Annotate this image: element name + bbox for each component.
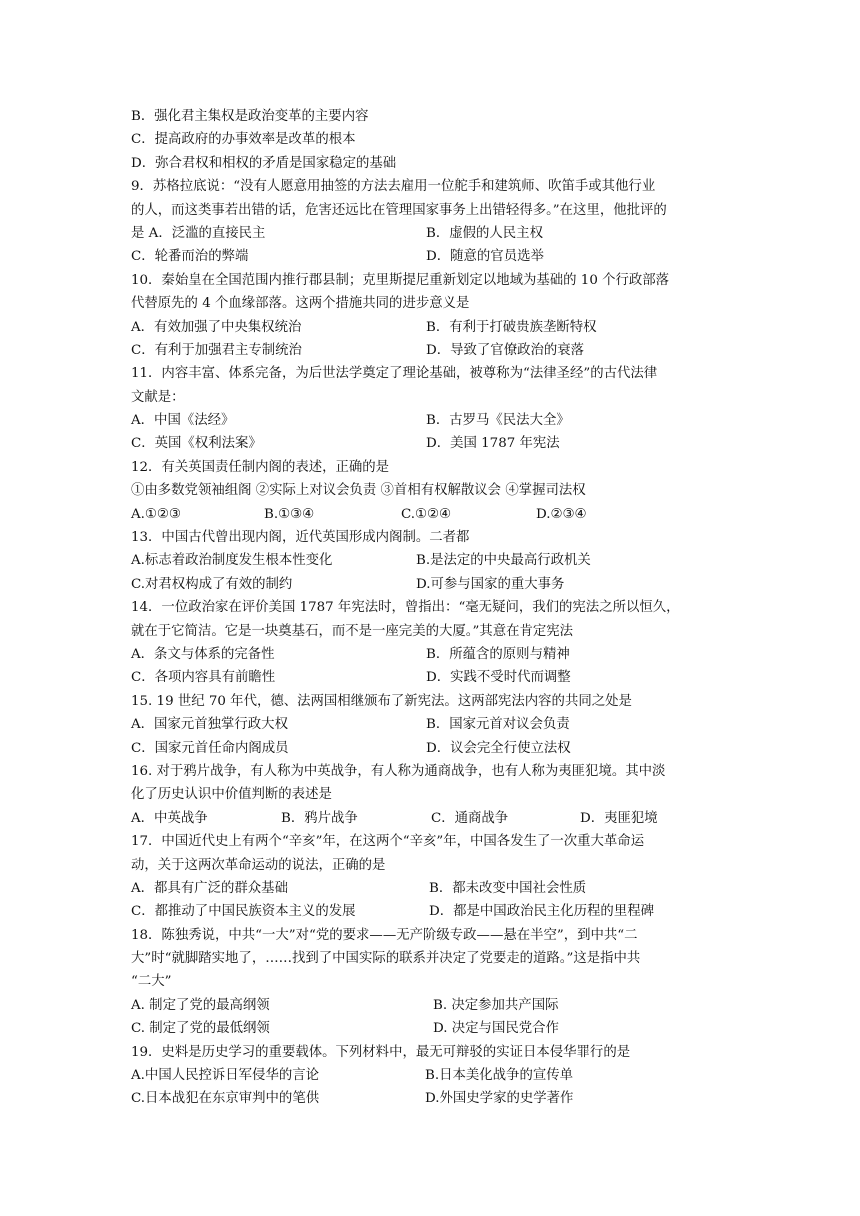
q14-option-row-1 [131, 643, 731, 666]
q9-stem-line-2: 的人，而这类事若出错的话，危害还远比在管理国家事务上出错轻得多。”在这里，他批评的 [131, 202, 667, 218]
q14-option-a: A．条文与体系的完备性 [131, 646, 275, 662]
q18-option-a: A. 制定了党的最高纲领 [131, 997, 270, 1013]
q9-option-row-1 [131, 222, 731, 245]
q18-option-row-2 [131, 1017, 731, 1040]
q17-stem-line-1: 17．中国近代史上有两个“辛亥”年，在这两个“辛亥”年，中国各发生了一次重大革命运 [131, 834, 645, 850]
q16-option-b: B．鸦片战争 [281, 810, 358, 826]
q13-option-row-1 [131, 549, 731, 572]
q15-stem-line-1: 15. 19 世纪 70 年代，德、法两国相继颁布了新宪法。这两部宪法内容的共同之处是 [131, 693, 632, 709]
q8-option-d: D．弥合君权和相权的矛盾是国家稳定的基础 [131, 155, 397, 171]
q16-stem-line-1: 16. 对于鸦片战争，有人称为中英战争，有人称为通商战争，也有人称为夷匪犯境。其中淡 [131, 763, 666, 779]
q13-option-a: A.标志着政治制度发生根本性变化 [131, 553, 333, 569]
q10-option-c: C．有利于加强君主专制统治 [131, 342, 302, 358]
q10-stem-line-2: 代替原先的 4 个血缘部落。这两个措施共同的进步意义是 [131, 296, 470, 312]
q15-option-b: B．国家元首对议会负责 [426, 717, 570, 733]
q10-stem-line-1: 10．秦始皇在全国范围内推行郡县制；克里斯提尼重新划定以地域为基础的 10 个行政部落 [131, 272, 670, 288]
q18-option-c: C. 制定了党的最低纲领 [131, 1021, 270, 1037]
q11-option-row-2 [131, 432, 731, 455]
q10-option-row-1 [131, 316, 731, 339]
q14-option-row-2 [131, 666, 731, 689]
q15-option-row-2 [131, 737, 731, 760]
q13-option-row-2 [131, 573, 731, 596]
q14-stem-line-2: 就在于它简洁。它是一块奠基石，而不是一座完美的大厦。”其意在肯定宪法 [131, 623, 574, 639]
q19-option-b: B.日本美化战争的宣传单 [425, 1068, 574, 1084]
q9-stem-line-1: 9．苏格拉底说：“没有人愿意用抽签的方法去雇用一位舵手和建筑师、吹笛手或其他行业 [131, 179, 656, 195]
q15-option-d: D．议会完全行使立法权 [426, 740, 571, 756]
q15-option-a: A．国家元首独掌行政大权 [131, 717, 288, 733]
q11-option-a: A．中国《法经》 [131, 413, 235, 429]
q11-option-c: C．英国《权利法案》 [131, 436, 262, 452]
q19-option-d: D.外国史学家的史学著作 [425, 1091, 574, 1107]
q13-option-b: B.是法定的中央最高行政机关 [416, 553, 591, 569]
q17-stem-line-2: 动，关于这两次革命运动的说法，正确的是 [131, 857, 386, 873]
q12-option-row [131, 503, 731, 526]
q10-option-row-2 [131, 339, 731, 362]
q8-option-c: C．提高政府的办事效率是改革的根本 [131, 132, 356, 148]
q19-stem-line-1: 19．史料是历史学习的重要载体。下列材料中，最无可辩驳的实证日本侵华罪行的是 [131, 1044, 631, 1060]
q9-option-c: C．轮番而治的弊端 [131, 249, 249, 265]
q16-option-d: D．夷匪犯境 [580, 810, 658, 826]
q11-option-d: D．美国 1787 年宪法 [426, 436, 560, 452]
q11-option-row-1 [131, 409, 731, 432]
q9-stem-line-3: 是 A．泛滥的直接民主 [131, 225, 266, 241]
q14-option-d: D．实践不受时代而调整 [426, 670, 571, 686]
q16-option-c: C．通商战争 [431, 810, 509, 826]
q16-option-row [131, 807, 731, 830]
q14-stem-line-1: 14．一位政治家在评价美国 1787 年宪法时，曾指出：“毫无疑问，我们的宪法之所以恒久， [131, 600, 680, 616]
q12-items: ①由多数党领袖组阁 ②实际上对议会负责 ③首相有权解散议会 ④掌握司法权 [131, 483, 586, 499]
exam-content [131, 105, 731, 1111]
q10-option-d: D．导致了官僚政治的衰落 [426, 342, 585, 358]
q18-option-d: D. 决定与国民党合作 [433, 1021, 559, 1037]
q16-stem-line-2: 化了历史认识中价值判断的表述是 [131, 787, 332, 803]
q9-option-d: D．随意的官员选举 [426, 249, 544, 265]
q12-option-d: D.②③④ [536, 506, 587, 522]
q13-option-c: C.对君权构成了有效的制约 [131, 576, 293, 592]
q12-option-c: C.①②④ [401, 506, 452, 522]
q14-option-c: C．各项内容具有前瞻性 [131, 670, 276, 686]
q14-option-b: B．所蕴含的原则与精神 [426, 646, 570, 662]
q18-option-row-1 [131, 994, 731, 1017]
q15-option-row-1 [131, 713, 731, 736]
q18-stem-line-1: 18．陈独秀说，中共“一大”对“党的要求——无产阶级专政——悬在半空”，到中共“二 [131, 927, 638, 943]
q13-option-d: D.可参与国家的重大事务 [416, 576, 565, 592]
q12-stem-line-1: 12．有关英国责任制内阁的表述，正确的是 [131, 459, 390, 475]
q9-option-row-2 [131, 245, 731, 268]
q16-option-a: A．中英战争 [131, 810, 208, 826]
q19-option-row-1 [131, 1064, 731, 1087]
q19-option-c: C.日本战犯在东京审判中的笔供 [131, 1091, 320, 1107]
q17-option-row-1 [131, 877, 731, 900]
q11-stem-line-1: 11．内容丰富、体系完备，为后世法学奠定了理论基础，被尊称为“法律圣经”的古代法律 [131, 366, 658, 382]
q17-option-row-2 [131, 900, 731, 923]
q9-option-b: B．虚假的人民主权 [426, 225, 543, 241]
q19-option-a: A.中国人民控诉日军侵华的言论 [131, 1068, 320, 1084]
q18-option-b: B. 决定参加共产国际 [433, 997, 559, 1013]
q19-option-row-2 [131, 1087, 731, 1110]
q10-option-a: A．有效加强了中央集权统治 [131, 319, 302, 335]
q15-option-c: C．国家元首任命内阁成员 [131, 740, 289, 756]
q17-option-b: B．都未改变中国社会性质 [429, 880, 587, 896]
q18-stem-line-3: “二大” [131, 974, 172, 990]
q13-stem-line-1: 13．中国古代曾出现内阁，近代英国形成内阁制。二者都 [131, 530, 470, 546]
q12-option-a: A.①②③ [131, 506, 181, 522]
q17-option-c: C．都推动了中国民族资本主义的发展 [131, 904, 356, 920]
q11-stem-line-2: 文献是： [131, 389, 185, 405]
q11-option-b: B．古罗马《民法大全》 [426, 413, 570, 429]
q8-option-b: B．强化君主集权是政治变革的主要内容 [131, 109, 369, 124]
q17-option-d: D．都是中国政治民主化历程的里程碑 [429, 904, 654, 920]
q17-option-a: A．都具有广泛的群众基础 [131, 880, 288, 896]
q10-option-b: B．有利于打破贵族垄断特权 [426, 319, 597, 335]
q12-option-b: B.①③④ [264, 506, 315, 522]
q18-stem-line-2: 大”时“就脚踏实地了，……找到了中国实际的联系并决定了党要走的道路。”这是指中共 [131, 951, 641, 967]
